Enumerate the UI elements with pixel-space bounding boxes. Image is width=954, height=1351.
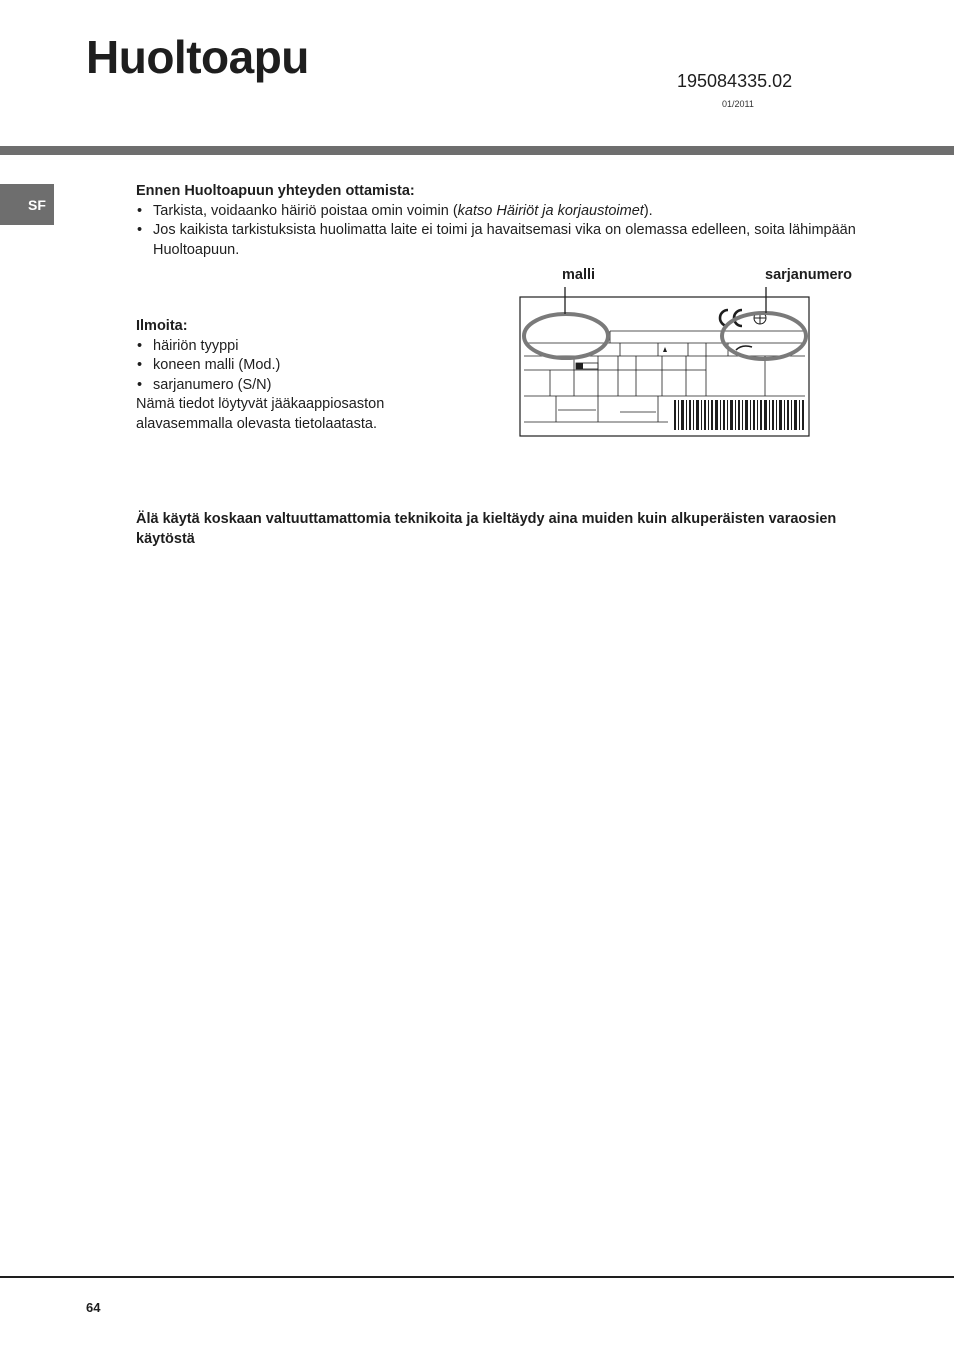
page-number: 64: [86, 1300, 101, 1315]
list-item: • sarjanumero (S/N): [136, 376, 456, 396]
barcode-icon: [674, 400, 804, 430]
rating-plate-illustration: [518, 284, 814, 440]
list-item: • häiriön tyyppi: [136, 337, 456, 357]
page-title: Huoltoapu: [86, 31, 309, 83]
list-item: • Jos kaikista tarkistuksista huolimatta laite ei toimi ja havaitsemasi vika on olemassa edelleen, soita lähimpään Huoltoapuun.: [136, 221, 856, 260]
footer-divider: [0, 1276, 954, 1278]
list-item: [136, 202, 856, 222]
language-tab: SF: [0, 184, 54, 225]
cross-reference: katso Häiriöt ja korjaustoimet: [457, 202, 644, 219]
model-label: malli: [562, 267, 596, 283]
list-item-text: Tarkista, voidaanko häiriö poistaa omin voimin (: [153, 202, 458, 219]
warning-text: Älä käytä koskaan valtuuttamattomia teknikoita ja kieltäydy aina muiden kuin alkuperäisten varaosien käytöstä: [136, 511, 837, 547]
before-contact-list: [136, 202, 856, 261]
report-note: Nämä tiedot löytyvät jääkaappiosaston alavasemmalla olevasta tietolaatasta.: [136, 396, 385, 432]
document-number: 195084335.02: [677, 71, 793, 91]
list-item: • koneen malli (Mod.): [136, 356, 456, 376]
list-item-text: ).: [643, 202, 653, 219]
serial-number-label: sarjanumero: [765, 267, 853, 283]
before-contact-heading: Ennen Huoltoapuun yhteyden ottamista:: [136, 183, 415, 199]
report-heading: Ilmoita:: [136, 318, 188, 334]
report-section: [136, 317, 456, 434]
energy-symbol-fill: [576, 363, 583, 369]
before-contact-section: [136, 182, 856, 260]
report-list: [136, 337, 456, 396]
header-divider-bar: [0, 146, 954, 155]
document-date: 01/2011: [722, 99, 754, 109]
